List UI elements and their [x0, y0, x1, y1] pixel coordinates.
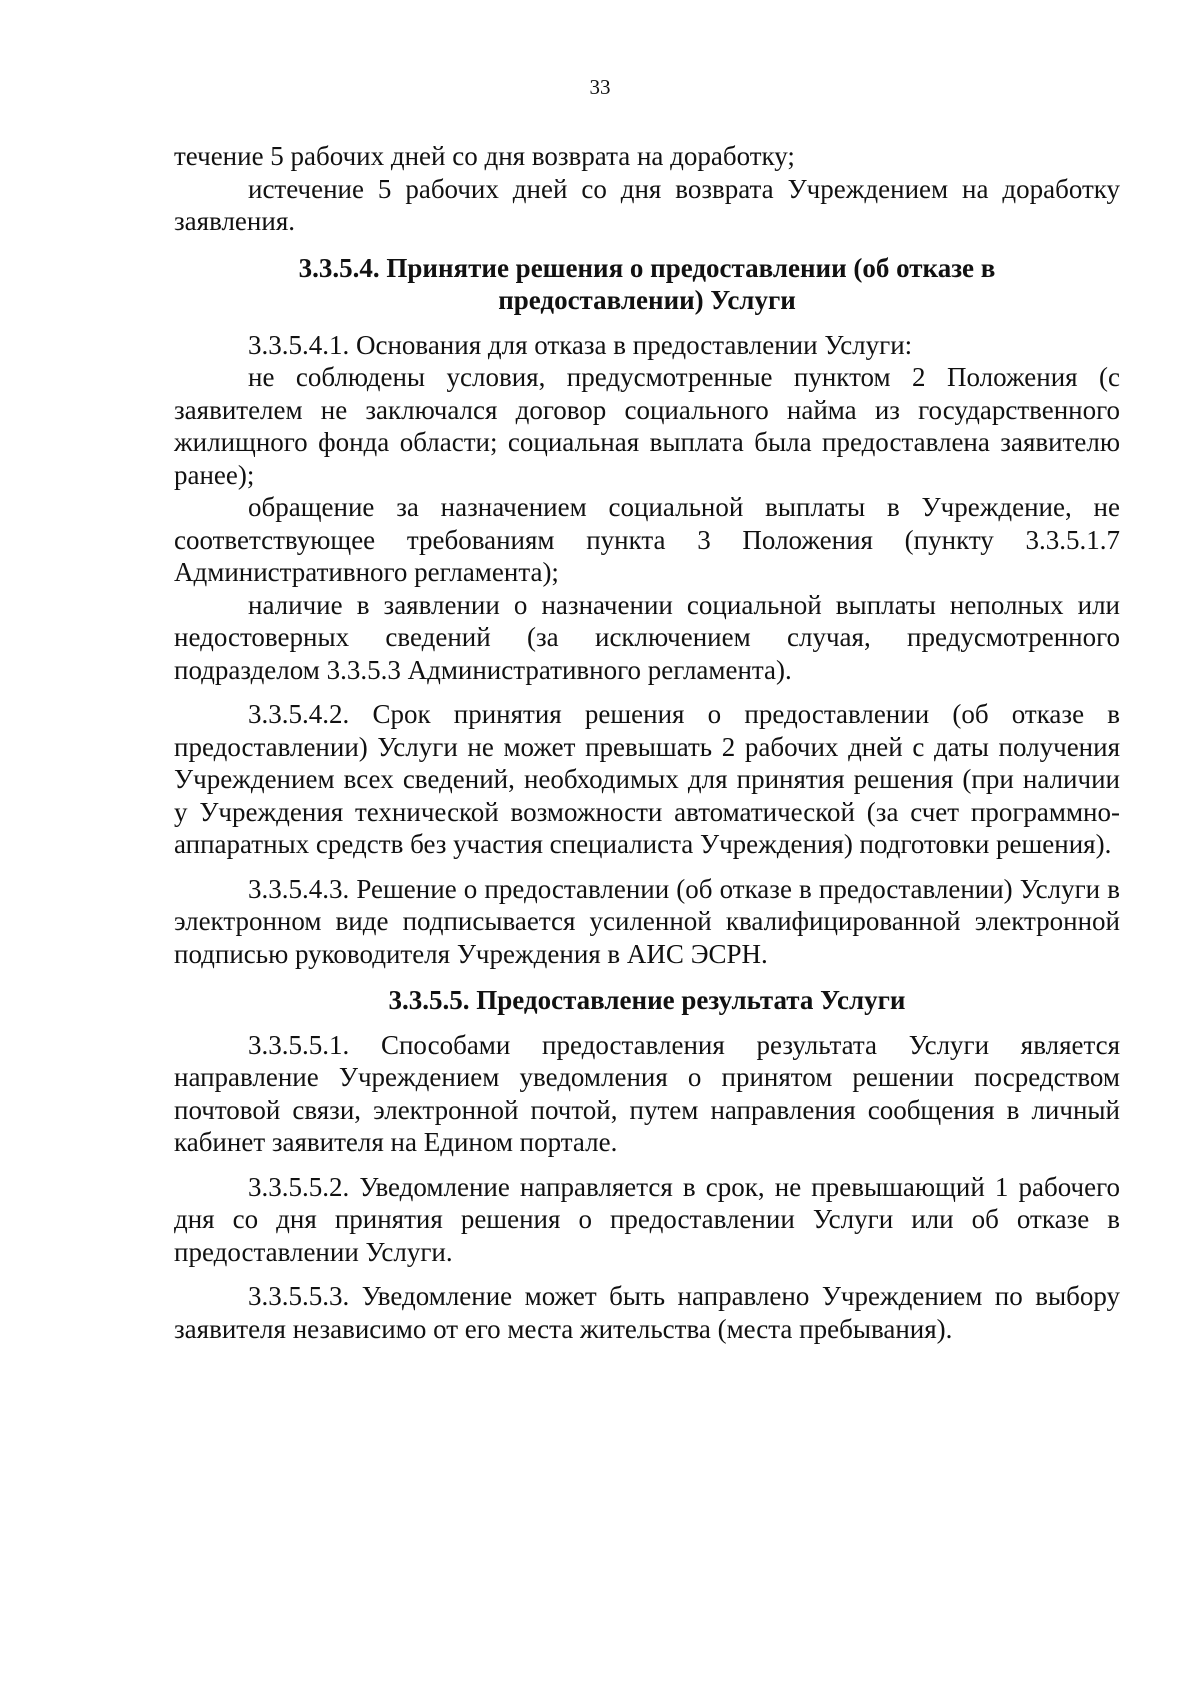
clause-number: 3.3.5.4.2.	[248, 699, 350, 729]
paragraph-3-3-5-5-3	[174, 1280, 1120, 1345]
paragraph-refusal-ground-3: наличие в заявлении о назначении социальной выплаты неполных или недостоверных сведений (за исключением случая, предусмотренного подразделом 3.3.5.3 Административного регламента).	[174, 589, 1120, 685]
clause-number: 3.3.5.5.3.	[248, 1281, 350, 1311]
clause-number: 3.3.5.4.1.	[248, 329, 350, 360]
paragraph-3-3-5-4-3	[174, 873, 1120, 971]
clause-text: Способами предоставления результата Услуги является направление Учреждением уведомления о принятом решении посредством почтовой связи, электронной почтой, путем направления сообщения в личный кабинет заявителя на Едином портале.	[174, 1029, 1121, 1157]
page-number: 33	[589, 75, 611, 99]
document-body	[174, 140, 1120, 1345]
clause-text: Уведомление направляется в срок, не превышающий 1 рабочего дня со дня принятия решения о предоставлении Услуги или об отказе в предоставлении Услуги.	[174, 1171, 1121, 1267]
paragraph-3-3-5-5-1	[174, 1029, 1120, 1159]
clause-number: 3.3.5.4.3.	[248, 873, 350, 904]
clause-number: 3.3.5.5.2.	[248, 1171, 350, 1202]
paragraph-continuation: течение 5 рабочих дней со дня возврата на доработку;	[174, 141, 795, 171]
paragraph-deadline-expiry: истечение 5 рабочих дней со дня возврата Учреждением на доработку заявления.	[174, 173, 1120, 236]
clause-text: Основания для отказа в предоставлении Услуги:	[356, 329, 913, 360]
section-heading-result: 3.3.5.5. Предоставление результата Услуги	[388, 985, 906, 1015]
clause-text: Срок принятия решения о предоставлении (об отказе в предоставлении) Услуги не может превышать 2 рабочих дней с даты получения Учреждением всех сведений, необходимых для принятия решения (при наличии у Учреждения технической возможности автоматической (за счет программно-аппаратных средств без участия специалиста Учреждения) подготовки решения).	[174, 699, 1121, 859]
clause-text: Решение о предоставлении (об отказе в предоставлении) Услуги в электронном виде подписывается усиленной квалифицированной электронной подписью руководителя Учреждения в АИС ЭСРН.	[174, 873, 1120, 969]
section-heading-decision: 3.3.5.4. Принятие решения о предоставлении (об отказе в предоставлении) Услуги	[298, 252, 996, 315]
paragraph-refusal-ground-1: не соблюдены условия, предусмотренные пунктом 2 Положения (с заявителем не заключался договор социального найма из государственного жилищного фонда области; социальная выплата была предоставлена заявителю ранее);	[174, 362, 1120, 490]
paragraph-3-3-5-4-2	[174, 698, 1120, 861]
paragraph-3-3-5-4-1	[174, 329, 1120, 362]
paragraph-refusal-ground-2: обращение за назначением социальной выплаты в Учреждение, не соответствующее требованиям пункта 3 Положения (пункту 3.3.5.1.7 Административного регламента);	[174, 492, 1120, 587]
clause-text: Уведомление может быть направлено Учреждением по выбору заявителя независимо от его места жительства (места пребывания).	[174, 1281, 1120, 1344]
paragraph-3-3-5-5-2	[174, 1171, 1120, 1269]
clause-number: 3.3.5.5.1.	[248, 1029, 350, 1060]
